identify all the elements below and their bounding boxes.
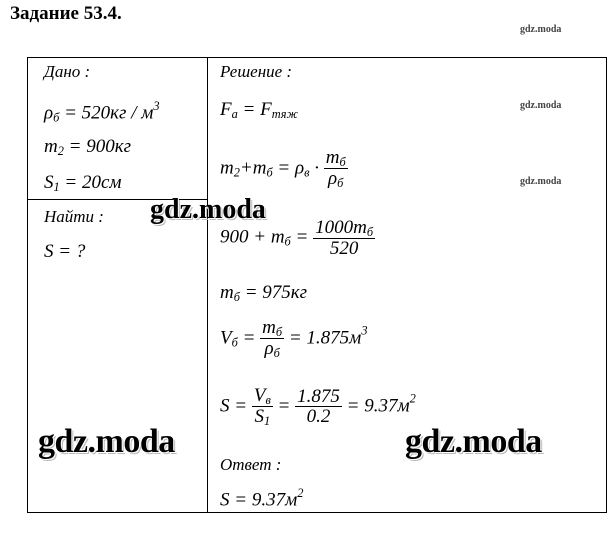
given-density: $\rho_б = 520кг / м^3$	[44, 99, 160, 125]
solution-line-3: $900 + m_б$ = $\frac{1000m_б}{520}$	[220, 217, 374, 260]
watermark-small: gdz.moda	[520, 176, 562, 187]
watermark-large: gdz.moda	[405, 423, 542, 460]
watermark-small: gdz.moda	[520, 100, 562, 111]
solution-line-1: $F_a = F_{тяж}$	[220, 99, 299, 122]
solution-line-6: S = $\frac{V_в}{S_1}$ = $\frac{1.875}{0.2}$ = $9.37м^2$	[220, 385, 416, 429]
given-heading: Дано :	[44, 62, 91, 81]
answer-expression: $S = 9.37м^2$	[220, 486, 304, 511]
watermark-large: gdz.moda	[38, 423, 175, 460]
task-title: Задание 53.4.	[10, 3, 122, 24]
column-divider	[207, 57, 208, 513]
solution-line-2: $m_2+m_б = \rho_в$ · $\frac{m_б}{\rho_б}$	[220, 147, 346, 191]
given-area: $S_1 = 20см$	[44, 172, 122, 195]
find-heading: Найти :	[44, 207, 104, 226]
solution-heading: Решение :	[220, 62, 293, 81]
watermark-small: gdz.moda	[520, 24, 562, 35]
solution-line-4: $m_б = 975кг$	[220, 282, 308, 305]
given-mass: $m_2 = 900кг$	[44, 136, 132, 159]
watermark-large: gdz.moda	[150, 194, 266, 225]
answer-heading: Ответ :	[220, 455, 282, 474]
find-expression: S = ?	[44, 241, 86, 262]
solution-line-5: $V_б$ = $\frac{m_б}{\rho_б}$ = $1.875м^3$	[220, 317, 368, 361]
